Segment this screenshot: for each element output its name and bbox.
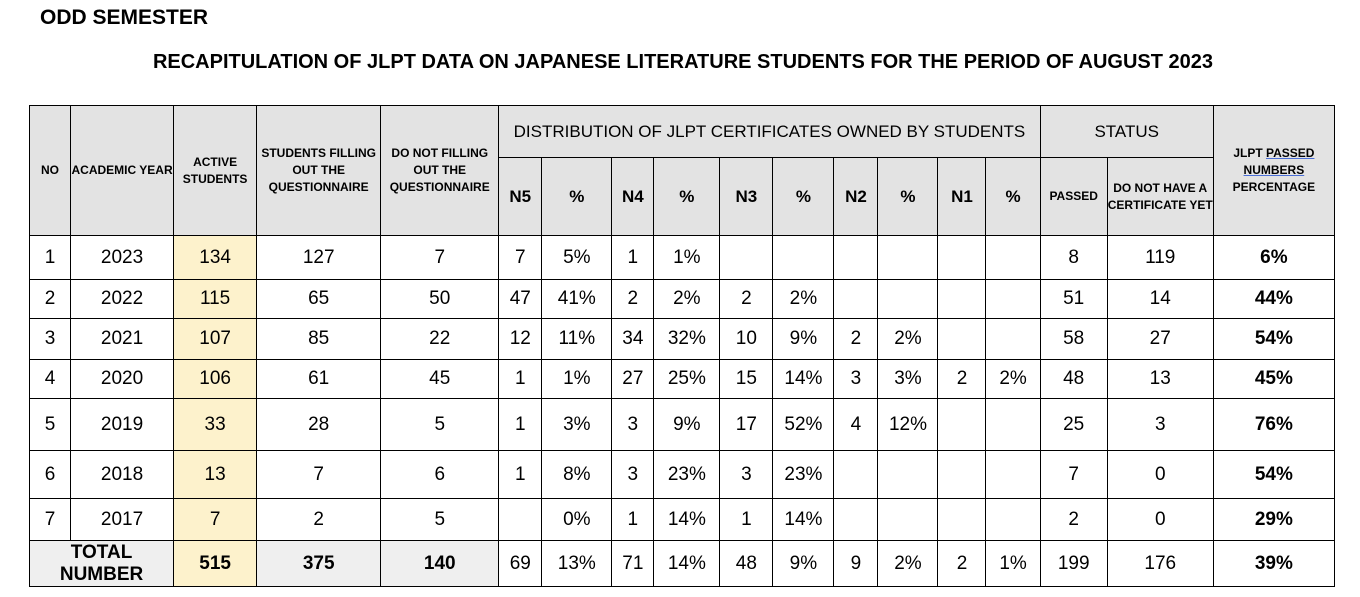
row-n2-pct: 12%	[878, 399, 938, 451]
table-row	[30, 319, 1335, 360]
row-passed: 48	[1040, 360, 1107, 399]
row-n5-pct: 5%	[542, 236, 612, 280]
row-not-filling: 6	[381, 451, 499, 499]
header-n2-pct: %	[878, 158, 938, 236]
row-n3: 2	[720, 280, 773, 319]
total-n3: 48	[720, 541, 773, 587]
row-n2: 3	[834, 360, 878, 399]
row-no-certificate: 13	[1107, 360, 1213, 399]
row-active: 107	[174, 319, 257, 360]
row-n4-pct: 23%	[654, 451, 720, 499]
row-n1-pct	[986, 236, 1040, 280]
row-n4-pct: 25%	[654, 360, 720, 399]
header-jlpt-percentage-part1: JLPT	[1233, 146, 1266, 160]
header-n4: N4	[612, 158, 654, 236]
row-n4: 3	[612, 399, 654, 451]
row-n5-pct: 11%	[542, 319, 612, 360]
row-n2-pct: 2%	[878, 319, 938, 360]
row-passed: 8	[1040, 236, 1107, 280]
row-n4-pct: 1%	[654, 236, 720, 280]
row-no: 6	[30, 451, 71, 499]
row-pass-percentage: 54%	[1213, 319, 1334, 360]
row-n3-pct: 23%	[773, 451, 834, 499]
total-n5-pct: 13%	[542, 541, 612, 587]
row-filling: 7	[257, 451, 381, 499]
table-row	[30, 499, 1335, 541]
row-no: 2	[30, 280, 71, 319]
header-filling: STUDENTS FILLING OUT THE QUESTIONNAIRE	[257, 106, 381, 236]
header-n1: N1	[938, 158, 986, 236]
row-n1	[938, 451, 986, 499]
row-n4: 27	[612, 360, 654, 399]
header-active-students: ACTIVE STUDENTS	[174, 106, 257, 236]
row-active: 33	[174, 399, 257, 451]
row-passed: 7	[1040, 451, 1107, 499]
row-n1	[938, 399, 986, 451]
header-n3-pct: %	[773, 158, 834, 236]
total-filling: 375	[257, 541, 381, 587]
row-n5	[499, 499, 542, 541]
row-active: 115	[174, 280, 257, 319]
total-pass-percentage: 39%	[1213, 541, 1334, 587]
row-n5: 7	[499, 236, 542, 280]
row-pass-percentage: 45%	[1213, 360, 1334, 399]
row-n1	[938, 236, 986, 280]
row-no: 1	[30, 236, 71, 280]
row-not-filling: 7	[381, 236, 499, 280]
row-n3-pct: 52%	[773, 399, 834, 451]
header-n5-pct: %	[542, 158, 612, 236]
row-n1	[938, 319, 986, 360]
row-no-certificate: 0	[1107, 451, 1213, 499]
row-n4: 34	[612, 319, 654, 360]
header-n2: N2	[834, 158, 878, 236]
row-no-certificate: 119	[1107, 236, 1213, 280]
header-jlpt-percentage-part2: PASSED NUMBERS	[1243, 146, 1315, 177]
row-n5: 1	[499, 360, 542, 399]
row-pass-percentage: 29%	[1213, 499, 1334, 541]
row-n4-pct: 32%	[654, 319, 720, 360]
table-row	[30, 360, 1335, 399]
table-row	[30, 399, 1335, 451]
header-no-certificate: DO NOT HAVE A CERTIFICATE YET	[1107, 158, 1213, 236]
row-n2-pct: 3%	[878, 360, 938, 399]
row-n4: 1	[612, 499, 654, 541]
row-n4-pct: 14%	[654, 499, 720, 541]
header-passed: PASSED	[1040, 158, 1107, 236]
row-not-filling: 50	[381, 280, 499, 319]
row-n2-pct	[878, 499, 938, 541]
row-n1-pct	[986, 280, 1040, 319]
row-n3: 3	[720, 451, 773, 499]
row-no-certificate: 3	[1107, 399, 1213, 451]
row-year: 2018	[71, 451, 174, 499]
total-n4: 71	[612, 541, 654, 587]
row-n5-pct: 8%	[542, 451, 612, 499]
row-passed: 25	[1040, 399, 1107, 451]
row-no-certificate: 27	[1107, 319, 1213, 360]
row-n3	[720, 236, 773, 280]
header-jlpt-percentage-part3: PERCENTAGE	[1232, 180, 1316, 194]
row-year: 2021	[71, 319, 174, 360]
row-no-certificate: 14	[1107, 280, 1213, 319]
header-n4-pct: %	[654, 158, 720, 236]
row-active: 13	[174, 451, 257, 499]
row-n1	[938, 280, 986, 319]
row-n4-pct: 9%	[654, 399, 720, 451]
row-active: 7	[174, 499, 257, 541]
row-filling: 85	[257, 319, 381, 360]
row-n3-pct: 14%	[773, 360, 834, 399]
row-not-filling: 5	[381, 499, 499, 541]
row-n2	[834, 280, 878, 319]
row-no: 3	[30, 319, 71, 360]
row-n3: 17	[720, 399, 773, 451]
header-not-filling: DO NOT FILLING OUT THE QUESTIONNAIRE	[381, 106, 499, 236]
row-active: 134	[174, 236, 257, 280]
total-passed: 199	[1040, 541, 1107, 587]
row-year: 2020	[71, 360, 174, 399]
row-n5: 1	[499, 399, 542, 451]
total-n5: 69	[499, 541, 542, 587]
total-no-certificate: 176	[1107, 541, 1213, 587]
row-n4: 1	[612, 236, 654, 280]
row-passed: 51	[1040, 280, 1107, 319]
row-n1-pct	[986, 499, 1040, 541]
total-not-filling: 140	[381, 541, 499, 587]
total-active: 515	[174, 541, 257, 587]
header-jlpt-percentage	[1213, 106, 1334, 236]
row-n5: 12	[499, 319, 542, 360]
header-n3: N3	[720, 158, 773, 236]
row-n5-pct: 41%	[542, 280, 612, 319]
semester-label: ODD SEMESTER	[40, 6, 209, 29]
row-n3: 10	[720, 319, 773, 360]
row-not-filling: 22	[381, 319, 499, 360]
row-year: 2019	[71, 399, 174, 451]
total-n1: 2	[938, 541, 986, 587]
row-year: 2022	[71, 280, 174, 319]
total-n2-pct: 2%	[878, 541, 938, 587]
row-n5-pct: 0%	[542, 499, 612, 541]
row-n4: 3	[612, 451, 654, 499]
row-n4-pct: 2%	[654, 280, 720, 319]
row-n1-pct	[986, 399, 1040, 451]
total-label: TOTAL NUMBER	[30, 541, 174, 587]
header-distribution: DISTRIBUTION OF JLPT CERTIFICATES OWNED BY STUDENTS	[499, 106, 1040, 158]
row-active: 106	[174, 360, 257, 399]
row-n1: 2	[938, 360, 986, 399]
row-no: 7	[30, 499, 71, 541]
total-n2: 9	[834, 541, 878, 587]
row-n4: 2	[612, 280, 654, 319]
row-n1-pct	[986, 451, 1040, 499]
row-n3-pct: 2%	[773, 280, 834, 319]
row-no: 5	[30, 399, 71, 451]
row-passed: 2	[1040, 499, 1107, 541]
row-n3-pct: 14%	[773, 499, 834, 541]
row-n2-pct	[878, 451, 938, 499]
row-n2: 2	[834, 319, 878, 360]
page-title: RECAPITULATION OF JLPT DATA ON JAPANESE LITERATURE STUDENTS FOR THE PERIOD OF AUGUST 2023	[152, 51, 1214, 73]
table-row	[30, 280, 1335, 319]
row-pass-percentage: 6%	[1213, 236, 1334, 280]
row-n1	[938, 499, 986, 541]
row-n3: 15	[720, 360, 773, 399]
row-filling: 61	[257, 360, 381, 399]
total-row	[30, 541, 1335, 587]
row-pass-percentage: 76%	[1213, 399, 1334, 451]
row-n1-pct	[986, 319, 1040, 360]
row-year: 2023	[71, 236, 174, 280]
row-n3-pct	[773, 236, 834, 280]
jlpt-recap-table	[29, 105, 1335, 587]
row-filling: 127	[257, 236, 381, 280]
row-n2: 4	[834, 399, 878, 451]
table-row	[30, 236, 1335, 280]
row-year: 2017	[71, 499, 174, 541]
row-not-filling: 5	[381, 399, 499, 451]
row-pass-percentage: 54%	[1213, 451, 1334, 499]
row-n2	[834, 499, 878, 541]
row-n5-pct: 3%	[542, 399, 612, 451]
row-passed: 58	[1040, 319, 1107, 360]
header-academic-year: ACADEMIC YEAR	[71, 106, 174, 236]
row-filling: 28	[257, 399, 381, 451]
header-n5: N5	[499, 158, 542, 236]
header-n1-pct: %	[986, 158, 1040, 236]
header-status: STATUS	[1040, 106, 1213, 158]
row-n3-pct: 9%	[773, 319, 834, 360]
table-row	[30, 451, 1335, 499]
row-filling: 2	[257, 499, 381, 541]
row-n2	[834, 451, 878, 499]
total-n1-pct: 1%	[986, 541, 1040, 587]
row-no-certificate: 0	[1107, 499, 1213, 541]
row-n2	[834, 236, 878, 280]
row-n5: 47	[499, 280, 542, 319]
row-n2-pct	[878, 280, 938, 319]
row-filling: 65	[257, 280, 381, 319]
row-n3: 1	[720, 499, 773, 541]
row-n5: 1	[499, 451, 542, 499]
row-n1-pct: 2%	[986, 360, 1040, 399]
row-not-filling: 45	[381, 360, 499, 399]
row-n5-pct: 1%	[542, 360, 612, 399]
total-n3-pct: 9%	[773, 541, 834, 587]
row-n2-pct	[878, 236, 938, 280]
row-pass-percentage: 44%	[1213, 280, 1334, 319]
row-no: 4	[30, 360, 71, 399]
total-n4-pct: 14%	[654, 541, 720, 587]
header-no: NO	[30, 106, 71, 236]
